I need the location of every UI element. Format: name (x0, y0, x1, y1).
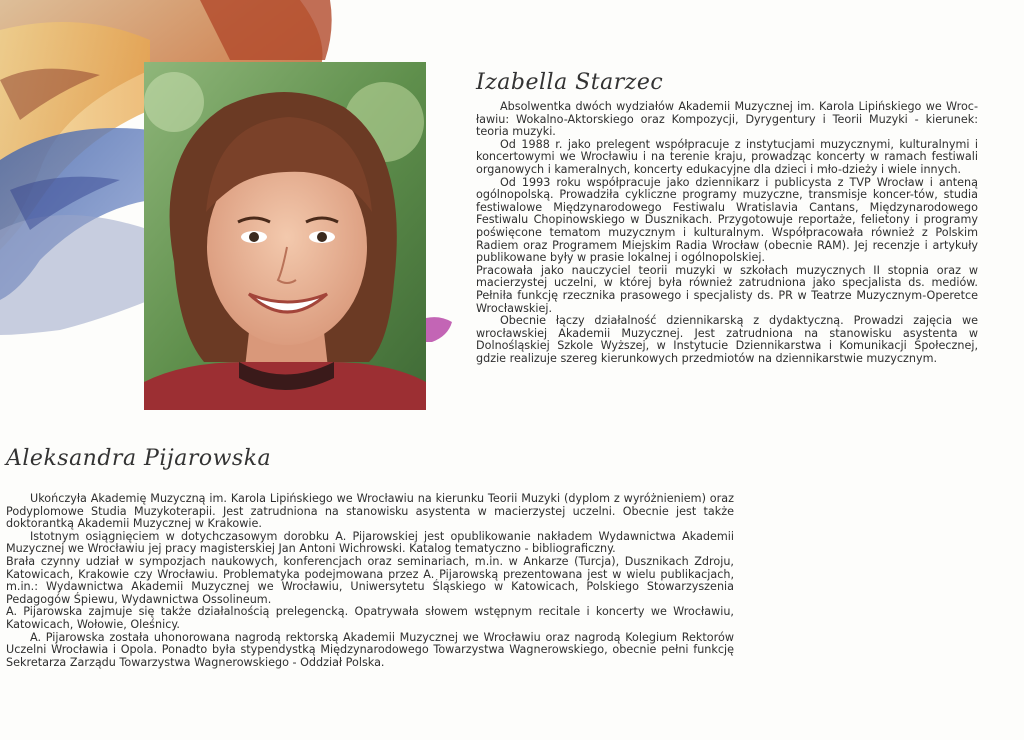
bio-paragraph: Pracowała jako nauczyciel teorii muzyki w szkołach muzycznych II stopnia oraz w macierzystej uczelni, w której była również zatrudniona jako specjalista ds. mediów. Pełniła funkcję rzecznika prasowego i specjalisty ds. PR w Teatrze Muzycznym-Operetce Wrocławskiej. (476, 263, 978, 315)
bio-paragraph: A. Pijarowska została uhonorowana nagrodą rektorską Akademii Muzycznej we Wrocławiu oraz nagrodą Kolegium Rektorów Uczelni Wrocławia i Opola. Ponadto była stypendystką Międzynarodowego Towarzystwa Wagnerowskiego, obecnie pełni funkcję Sekretarza Zarządu Towarzystwa Wagnerowskiego - Oddział Polska. (6, 630, 734, 669)
portrait-photo (144, 62, 426, 410)
bio-paragraph: Brała czynny udział w sympozjach naukowych, konferencjach oraz seminariach, m.in. w Ankarze (Turcja), Dusznikach Zdroju, Katowicach, Krakowie czy Wrocławiu. Problematyka podejmowana przez A. Pijarowską prezentowana jest w wielu publikacjach, m.in.: Wydawnictwa Akademii Muzycznej we Wrocławiu, Uniwersytetu Śląskiego w Katowicach, Polskiego Stowarzyszenia Pedagogów Śpiewu, Wydawnictwa Ossolineum. (6, 554, 734, 606)
bio-paragraph: Obecnie łączy działalność dziennikarską z dydaktyczną. Prowadzi zajęcia we wrocławskiej Akademii Muzycznej. Jest zatrudniona na stanowisku asystenta w Dolnośląskiej Szkole Wyższej, w Instytucie Dziennikarstwa i Komunikacji Społecznej, gdzie realizuje szereg kierunkowych przedmiotów na dziennikarstwie muzycznym. (476, 314, 978, 365)
bio-paragraph: Od 1988 r. jako prelegent współpracuje z instytucjami muzycznymi, kulturalnymi i koncertowymi we Wrocławiu i na terenie kraju, prowadząc koncerty w ramach festiwali organowych i kameralnych, koncerty edukacyjne dla dzieci i mło-dzieży i wiele innych. (476, 137, 978, 176)
person-1-name: Izabella Starzec (476, 70, 664, 95)
bio-paragraph: A. Pijarowska zajmuje się także działalnością prelegencką. Opatrywała słowem wstępnym recitale i koncerty we Wrocławiu, Katowicach, Wołowie, Oleśnicy. (6, 605, 734, 631)
bio-paragraph: Istotnym osiągnięciem w dotychczasowym dorobku A. Pijarowskiej jest opublikowanie nakładem Wydawnictwa Akademii Muzycznej we Wrocławiu jej pracy magisterskiej Jan Antoni Wichrowski. Katalog tematyczno - bibliograficzny. (6, 529, 734, 556)
bio-paragraph: Absolwentka dwóch wydziałów Akademii Muzycznej im. Karola Lipińskiego we Wroc-ławiu: Wokalno-Aktorskiego oraz Kompozycji, Dyrygentury i Teorii Muzyki - kierunek: teoria muzyki. (476, 100, 978, 139)
bio-paragraph: Ukończyła Akademię Muzyczną im. Karola Lipińskiego we Wrocławiu na kierunku Teorii Muzyki (dyplom z wyróżnieniem) oraz Podyplomowe Studia Muzykoterapii. Jest zatrudniona na stanowisku asystenta w macierzystej uczelni. Obecnie jest także doktorantką Akademii Muzycznej w Krakowie. (6, 492, 734, 531)
person-2-name: Aleksandra Pijarowska (6, 446, 272, 471)
bio-paragraph: Od 1993 roku współpracuje jako dziennikarz i publicysta z TVP Wrocław i anteną ogólnopolską. Prowadziła cykliczne programy muzyczne, transmisje koncer-tów, studia festiwalowe Międzynarodowego Festiwalu Wratislavia Cantans, Międzynarodowego Festiwalu Chopinowskiego w Dusznikach. Przygotowuje reportaże, felietony i programy poświęcone tematom muzycznym i kulturalnym. Współpracowała również z Polskim Radiem oraz Programem Miejskim Radia Wrocław (obecnie RAM). Jej recenzje i artykuły publikowane były w prasie lokalnej i ogólnopolskiej. (476, 175, 978, 265)
person-1-biography (476, 101, 978, 365)
person-2-biography (6, 493, 734, 669)
